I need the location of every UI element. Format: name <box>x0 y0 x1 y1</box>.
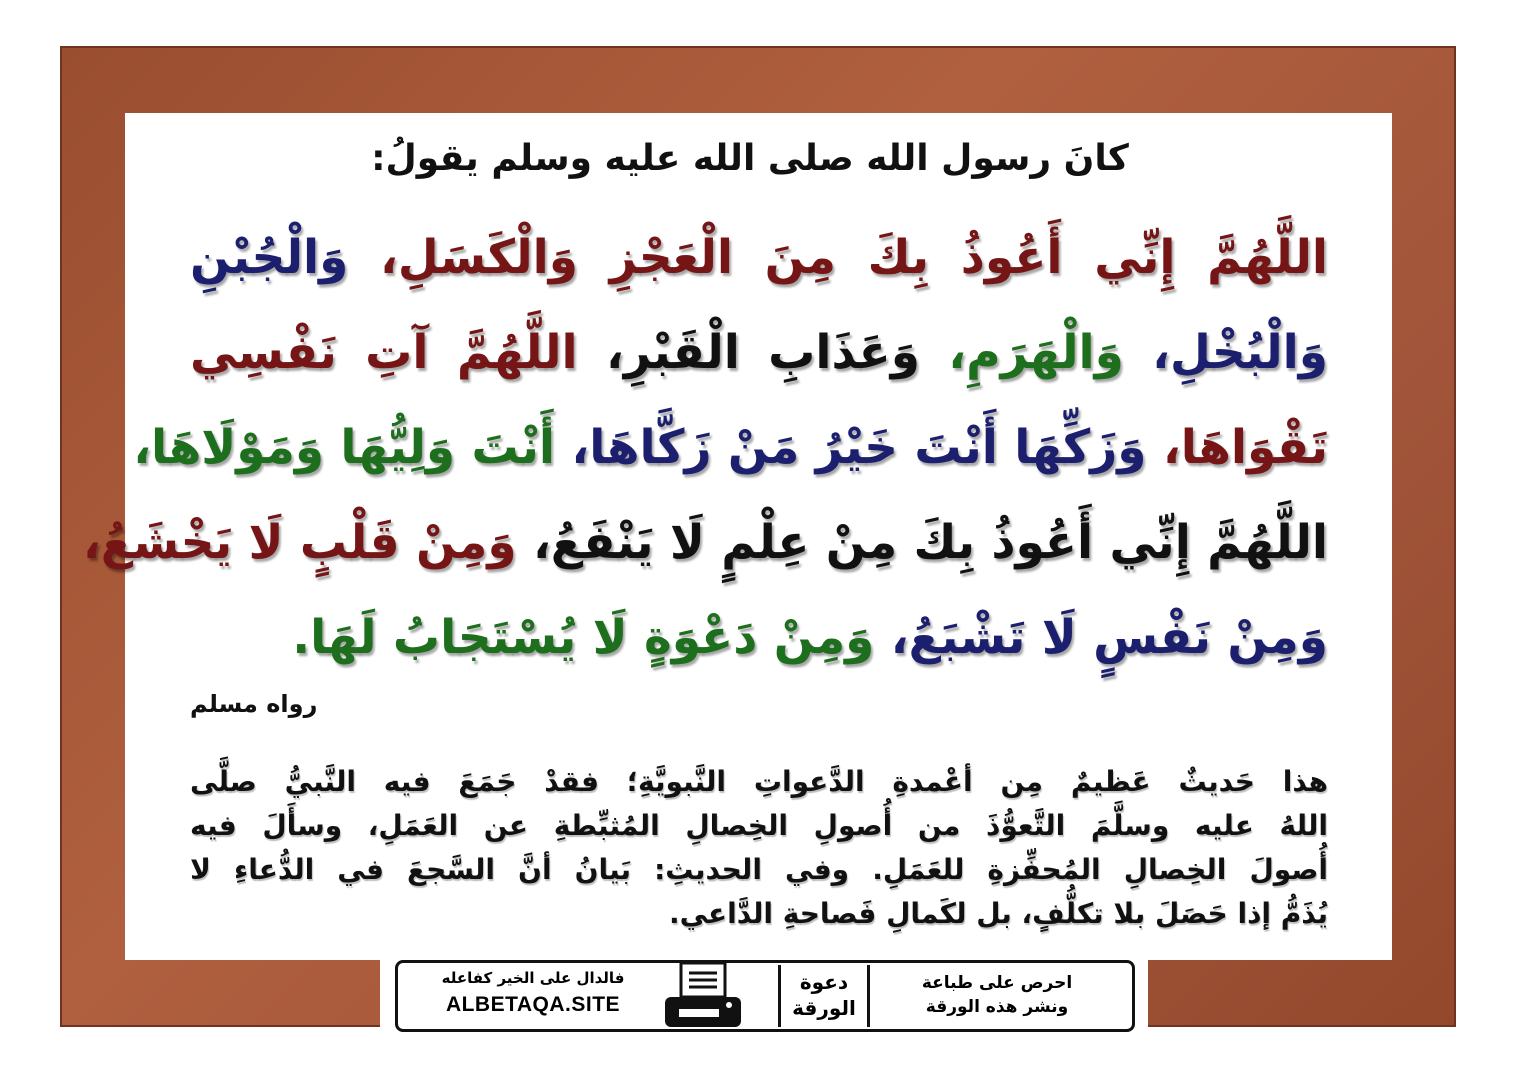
footer-slogan: فالدال على الخير كفاعله <box>441 969 625 987</box>
hadith-segment-maroon: تَقْوَاهَا، <box>1162 420 1328 475</box>
explanation-line: هذا حَديثٌ عَظيمٌ مِن أعْمدةِ الدَّعواتِ النَّبويَّةِ؛ فقدْ جَمَعَ فيه النَّبيُّ صلَّى <box>190 765 1328 798</box>
hadith-segment-green: أَنْتَ وَلِيُّهَا وَمَوْلَاهَا، <box>133 420 556 475</box>
site-link[interactable]: ALBETAQA.SITE <box>445 993 621 1016</box>
hadith-line <box>190 608 1328 668</box>
hadith-line <box>133 418 1328 478</box>
hadith-segment-navy: وَمِنْ نَفْسٍ لَا تَشْبَعُ، <box>890 610 1328 665</box>
hadith-source: رواه مسلم <box>190 690 318 718</box>
hadith-line <box>190 323 1328 383</box>
call-line-2: ونشر هذه الورقة <box>925 997 1069 1017</box>
dawat-alwaraqa-logo <box>778 965 870 1027</box>
logo-line-1: دعوة <box>799 970 849 994</box>
hadith-line <box>190 228 1328 288</box>
printer-icon <box>663 959 743 1031</box>
hadith-segment-navy: وَالْبُخْلِ، <box>1152 325 1328 380</box>
explanation-line: أُصولَ الخِصالِ المُحفِّزةِ للعَمَلِ. وفي الحديثِ: بَيانُ أنَّ السَّجعَ في الدُّعاءِ لا <box>190 853 1328 886</box>
hadith-segment-navy: وَالْجُبْنِ <box>190 230 349 285</box>
intro-heading: كانَ رسول الله صلى الله عليه وسلم يقولُ: <box>371 138 1129 179</box>
logo-line-2: الورقة <box>792 996 856 1020</box>
hadith-segment-green: وَالْهَرَمِ، <box>948 325 1124 380</box>
footer-site-block <box>418 969 648 1017</box>
print-call-to-action <box>882 971 1112 1019</box>
hadith-segment-navy: وَزَكِّهَا أَنْتَ خَيْرُ مَنْ زَكَّاهَا، <box>571 420 1147 475</box>
hadith-segment-maroon: اللَّهُمَّ آتِ نَفْسِي <box>190 325 578 380</box>
footer-banner <box>395 960 1135 1032</box>
explanation-line: اللهُ عليه وسلَّمَ التَّعوُّذَ من أُصولِ الخِصالِ المُثبِّطةِ عن العَمَلِ، وسأَلَ فيه <box>190 809 1328 842</box>
hadith-segment-maroon: وَمِنْ قَلْبٍ لَا يَخْشَعُ، <box>82 515 517 570</box>
hadith-segment-maroon: اللَّهُمَّ إِنِّي أَعُوذُ بِكَ مِنَ الْعَجْزِ وَالْكَسَلِ، <box>379 230 1328 285</box>
hadith-segment-green: وَمِنْ دَعْوَةٍ لَا يُسْتَجَابُ لَهَا. <box>292 610 875 665</box>
explanation-line: يُذَمُّ إذا حَصَلَ بلا تكلُّفٍ، بل لكَمالِ فَصاحةِ الدَّاعي. <box>669 897 1328 930</box>
hadith-segment-black: اللَّهُمَّ إِنِّي أَعُوذُ بِكَ مِنْ عِلْمٍ لَا يَنْفَعُ، <box>532 515 1328 570</box>
hadith-segment-black: وَعَذَابِ الْقَبْرِ، <box>605 325 920 380</box>
hadith-line <box>82 513 1328 573</box>
call-line-1: احرص على طباعة <box>921 973 1073 993</box>
